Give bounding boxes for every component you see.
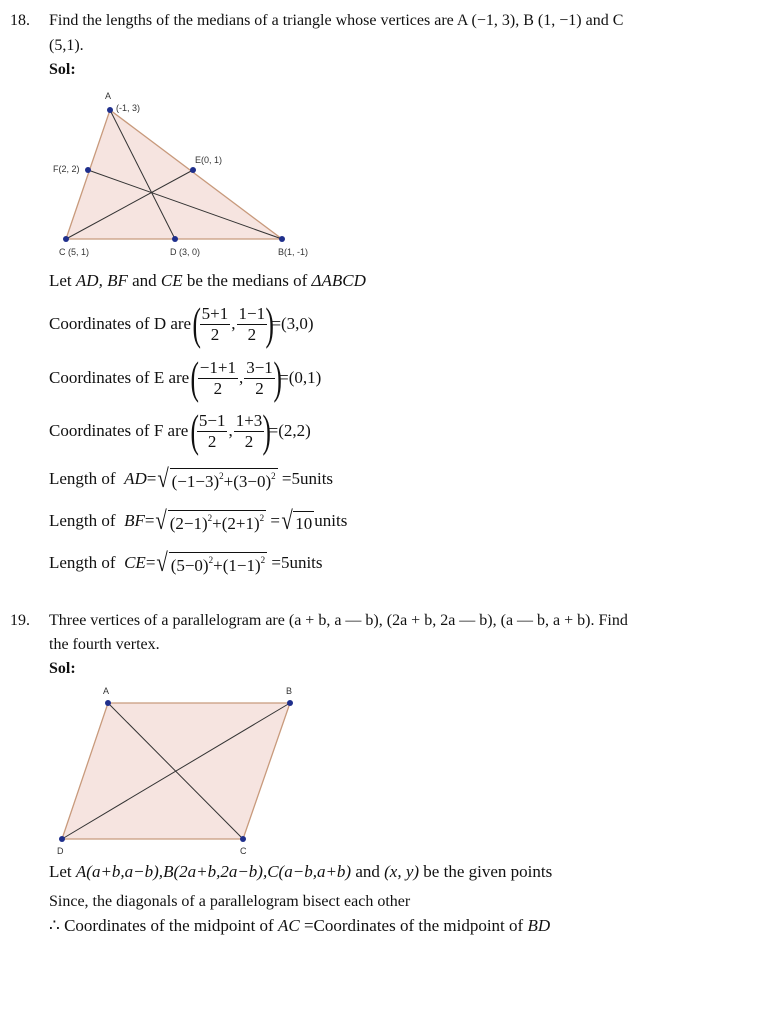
plus: +: [223, 472, 234, 491]
sol-label-18: Sol:: [49, 61, 76, 78]
point-b: [279, 236, 285, 242]
num: 3−1: [246, 357, 273, 377]
radical-sign: √: [156, 548, 169, 577]
question-number-19: 19.: [10, 612, 30, 629]
num: −1+1: [199, 357, 236, 377]
label-a: A: [103, 686, 110, 696]
point-a: [105, 700, 111, 706]
point-f: [85, 167, 91, 173]
point-c: [63, 236, 69, 242]
radical-sign: √: [155, 506, 168, 535]
point-c-expr: C(a−b,a+b): [267, 862, 352, 881]
point-xy-expr: (x, y): [384, 862, 420, 881]
exponent: 2: [207, 513, 213, 523]
radicand: [170, 468, 278, 492]
fraction-d-x: [200, 304, 231, 345]
segment-ac: AC: [277, 916, 300, 935]
midpoint-text-2: Coordinates of the midpoint of: [313, 916, 528, 935]
fraction-f-y: [234, 411, 265, 452]
radical-sign: √: [157, 464, 170, 493]
therefore-symbol: ∴: [49, 916, 60, 935]
label-e: E(0, 1): [195, 155, 223, 165]
term-1: (5−0): [170, 556, 209, 575]
equals: =: [270, 511, 281, 530]
equals: =: [299, 916, 314, 935]
segment-ad: AD: [124, 469, 147, 488]
question-19-text-line1: Three vertices of a parallelogram are (a + b, a — b), (2a + b, 2a — b), (a — b, a + b). Find: [49, 612, 628, 629]
length-ad-label: Length of: [49, 469, 120, 488]
label-a-coord: (-1, 3): [116, 103, 141, 113]
radicand: 10: [293, 511, 314, 534]
triangle-figure: [45, 88, 335, 260]
left-paren: (: [189, 405, 199, 456]
midpoint-text-1: Coordinates of the midpoint of: [59, 916, 278, 935]
term-1: (2−1): [169, 514, 208, 533]
let-suffix: be the given points: [419, 862, 553, 881]
num: 5+1: [201, 303, 229, 323]
coord-e-label: Coordinates of E are: [49, 368, 190, 387]
triangle-fill: [66, 110, 282, 239]
coord-e-result: =(0,1): [279, 368, 322, 387]
radical-sign: √: [281, 506, 293, 535]
coordinates-f-line: Coordinates of F are ( $\frac{5-1}{2}$ , $\frac{1+3}{2}$ ) =(2,2): [49, 405, 311, 456]
parallelogram-figure: [45, 682, 305, 858]
label-b: B: [286, 686, 293, 696]
midpoint-line: [49, 916, 550, 936]
question-19-text-line2: the fourth vertex.: [49, 636, 160, 653]
let-medians-line: [49, 271, 366, 291]
plus: +: [213, 556, 223, 575]
num: 5−1: [198, 410, 226, 430]
length-ad-line: [49, 466, 333, 492]
length-ce-label: Length of: [49, 553, 120, 572]
label-d: D: [57, 846, 64, 856]
and-text: and: [351, 862, 385, 881]
coord-f-label: Coordinates of F are: [49, 421, 189, 440]
label-f: F(2, 2): [53, 164, 80, 174]
term-2: (1−1): [222, 556, 261, 575]
sol-label-19: Sol:: [49, 660, 76, 677]
label-b: B(1, -1): [278, 247, 309, 257]
den: 2: [207, 431, 217, 451]
den: 2: [247, 324, 257, 344]
length-ad-result: =5units: [281, 469, 334, 488]
segment-bf: BF: [124, 511, 145, 530]
let-prefix: Let: [49, 271, 72, 290]
den: 2: [244, 431, 254, 451]
sqrt-ad: [156, 466, 277, 492]
plus: +: [212, 514, 222, 533]
label-d: D (3, 0): [170, 247, 201, 257]
equals: =: [144, 511, 155, 530]
exponent: 2: [259, 513, 265, 523]
question-18-text-line1: Find the lengths of the medians of a triangle whose vertices are A (−1, 3), B (1, −1) and C: [49, 12, 624, 29]
diagonals-bisect-line: Since, the diagonals of a parallelogram bisect each other: [49, 893, 411, 910]
exponent: 2: [208, 555, 214, 565]
right-paren: ): [265, 298, 274, 349]
point-e: [190, 167, 196, 173]
term-1: (−1−3): [171, 472, 220, 491]
fraction-e-y: [244, 358, 275, 399]
sqrt-bf: [154, 508, 266, 534]
fraction-f-x: [197, 411, 228, 452]
length-bf-line: [49, 508, 347, 534]
let-ce: CE: [160, 271, 183, 290]
right-paren: ): [262, 405, 272, 456]
point-c: [240, 836, 246, 842]
point-a-expr: A(a+b,a−b),: [75, 862, 164, 881]
let-medians: AD, BF: [75, 271, 128, 290]
exponent: 2: [260, 555, 266, 565]
length-ce-result: =5units: [271, 553, 323, 572]
length-ce-line: [49, 550, 323, 576]
right-paren: ): [273, 352, 282, 403]
let-suffix: be the medians of: [182, 271, 312, 290]
radicand: [168, 510, 266, 534]
question-18-text-line2: (5,1).: [49, 37, 84, 54]
coordinates-e-line: Coordinates of E are ( $\frac{-1+1}{2}$ , $\frac{3-1}{2}$ ) =(0,1): [49, 352, 322, 403]
let-and: and: [127, 271, 161, 290]
segment-bd: BD: [527, 916, 551, 935]
label-c: C: [240, 846, 247, 856]
point-a: [107, 107, 113, 113]
let-prefix: Let: [49, 862, 76, 881]
point-b-expr: B(2a+b,2a−b),: [163, 862, 268, 881]
point-d: [172, 236, 178, 242]
num: 1+3: [235, 410, 263, 430]
let-triangle: ΔABCD: [311, 271, 366, 290]
term-2: (3−0): [233, 472, 272, 491]
fraction-e-x: [198, 358, 238, 399]
exponent: 2: [271, 471, 276, 481]
coord-f-result: =(2,2): [268, 421, 311, 440]
point-b: [287, 700, 293, 706]
den: 2: [213, 378, 223, 398]
exponent: 2: [219, 471, 224, 481]
coord-d-label: Coordinates of D are: [49, 314, 192, 333]
fraction-d-y: [237, 304, 268, 345]
length-bf-label: Length of: [49, 511, 120, 530]
den: 2: [210, 324, 220, 344]
sqrt-10: [280, 508, 314, 534]
coordinates-d-line: Coordinates of D are ( $\frac{5+1}{2}$ , $\frac{1-1}{2}$ ) =(3,0): [49, 298, 314, 349]
label-a: A: [105, 91, 112, 101]
equals: =: [145, 553, 156, 572]
sqrt-ce: [155, 550, 267, 576]
length-bf-unit: units: [314, 511, 348, 530]
term-2: (2+1): [221, 514, 260, 533]
left-paren: (: [190, 352, 200, 403]
question-number-18: 18.: [10, 12, 30, 29]
let-points-line: [49, 862, 552, 882]
equals: =: [146, 469, 157, 488]
num: 1−1: [238, 303, 266, 323]
den: 2: [255, 378, 264, 398]
label-c: C (5, 1): [59, 247, 90, 257]
segment-ce: CE: [124, 553, 146, 572]
point-d: [59, 836, 65, 842]
radicand: [169, 552, 267, 576]
coord-d-result: =(3,0): [271, 314, 314, 333]
left-paren: (: [192, 298, 202, 349]
